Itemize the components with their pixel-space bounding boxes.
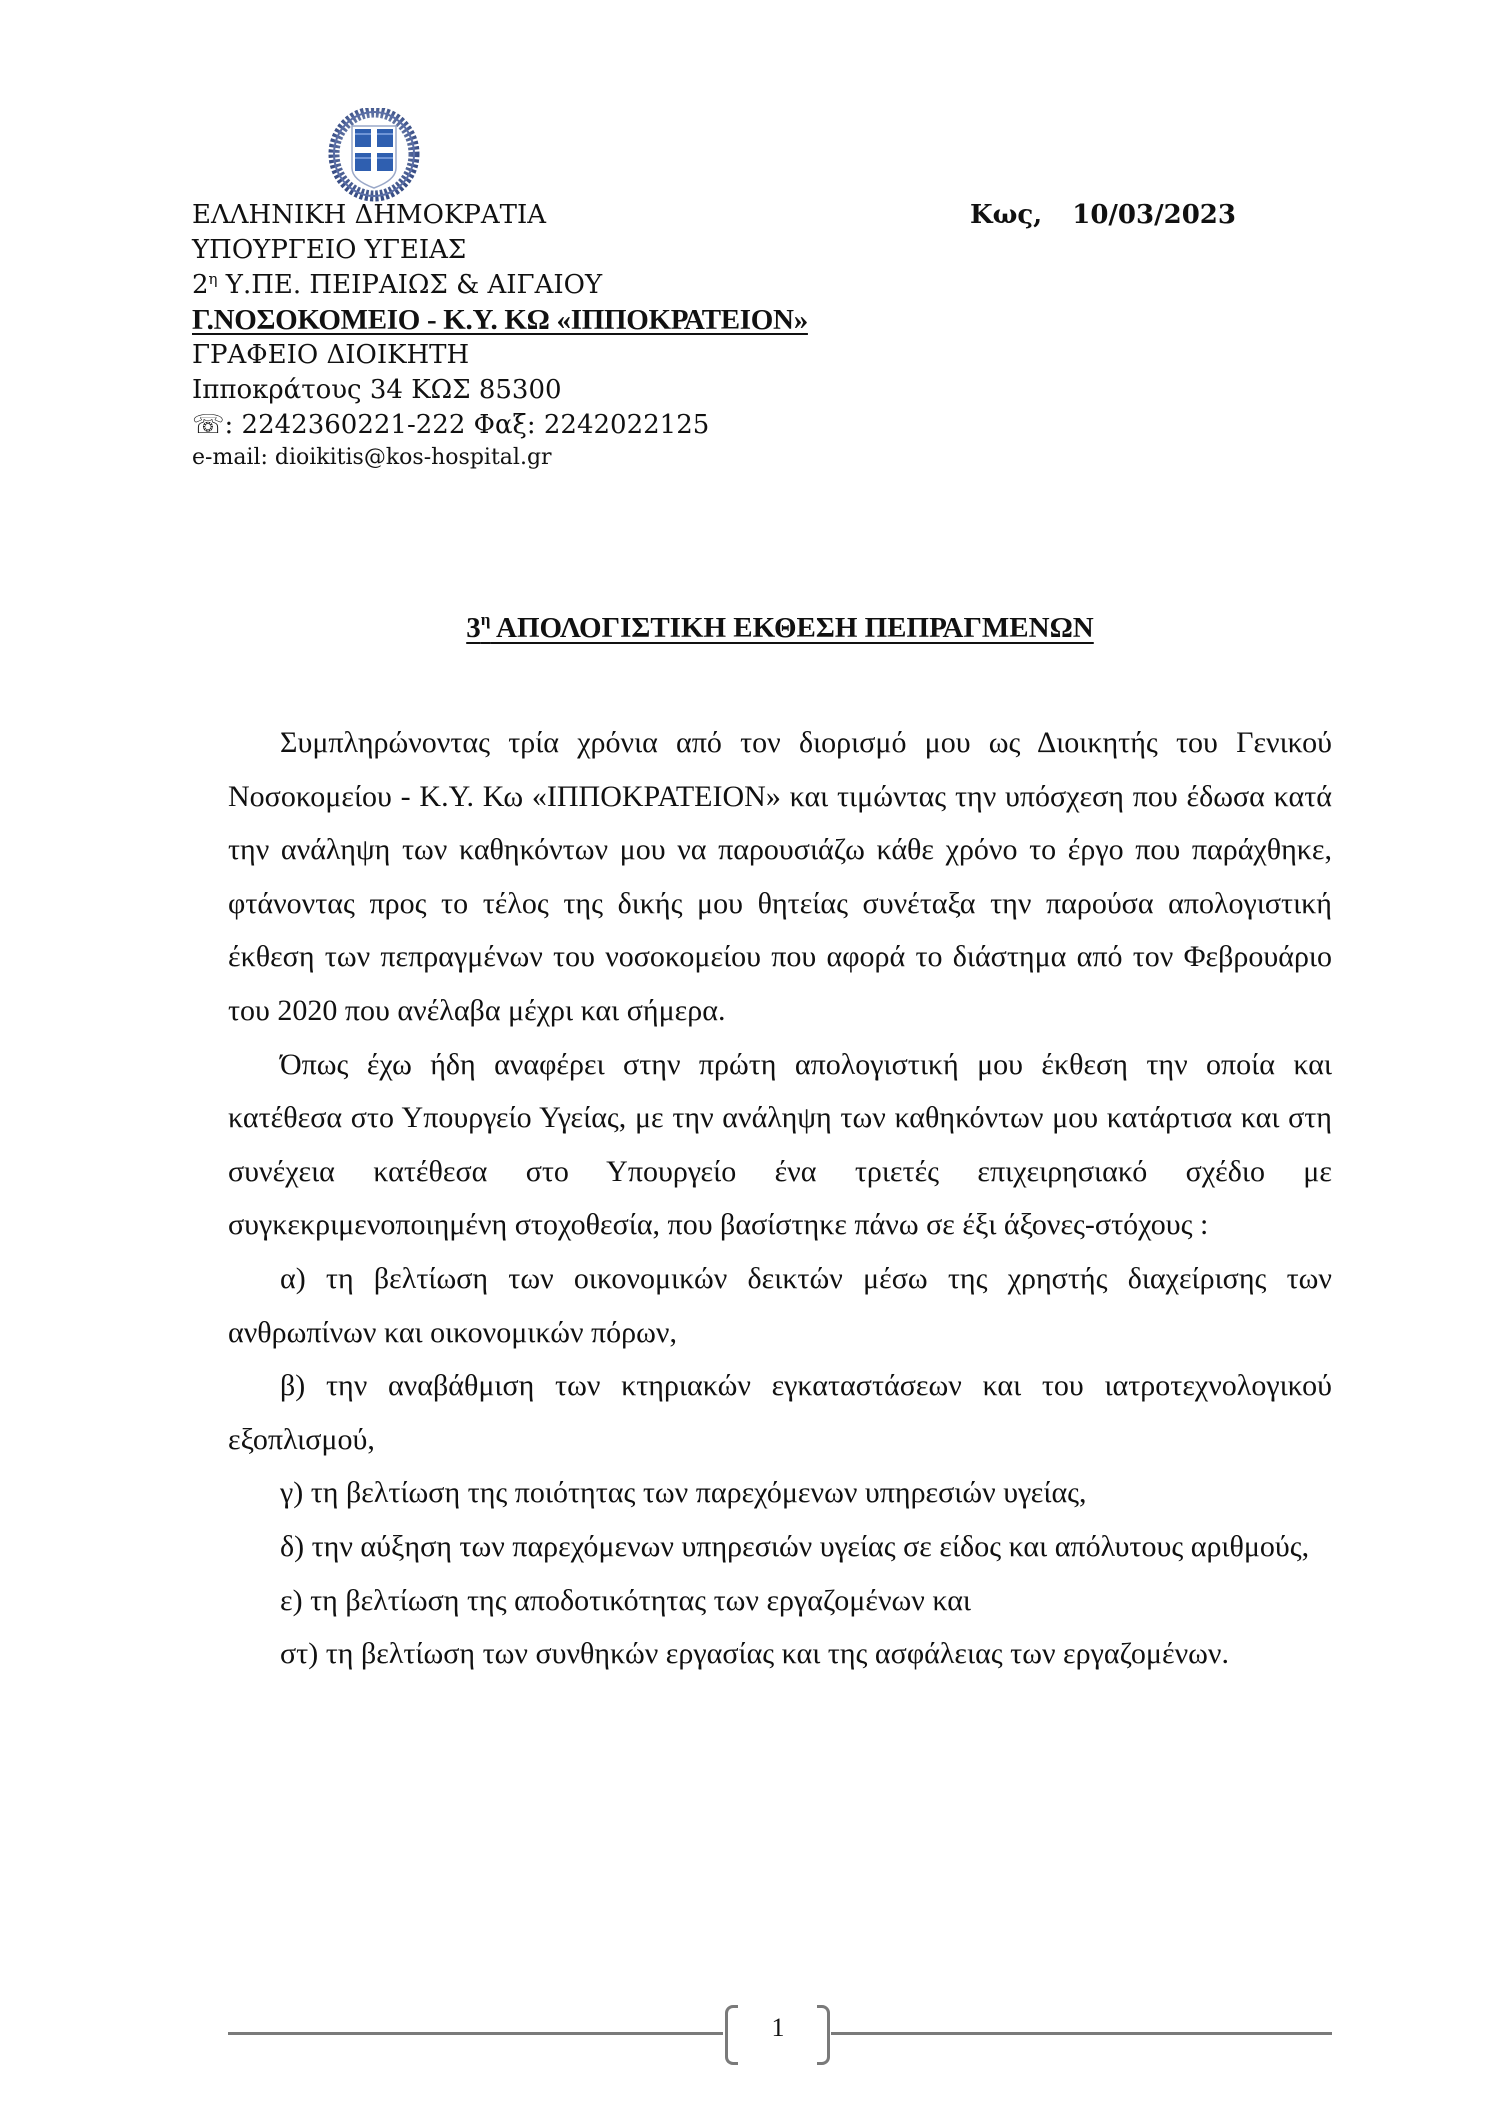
place-and-date [970, 198, 1236, 233]
greek-coat-of-arms-icon [326, 108, 422, 204]
goal-item-b: β) την αναβάθμιση των κτηριακών εγκαταστάσεων και του ιατροτεχνολογικού εξοπλισμού, [228, 1369, 1332, 1456]
footer-brace-right [817, 2005, 830, 2065]
letterhead-email: e-mail: dioikitis@kos-hospital.gr [192, 445, 552, 470]
letterhead-ministry: ΥΠΟΥΡΓΕΙΟ ΥΓΕΙΑΣ [192, 235, 467, 265]
goal-item-a: α) τη βελτίωση των οικονομικών δεικτών μέσω της χρηστής διαχείρισης των ανθρωπίνων και οικονομικών πόρων, [228, 1261, 1332, 1349]
document-body [228, 716, 1332, 1681]
page-footer [228, 1995, 1332, 2055]
goal-item-d: δ) την αύξηση των παρεχόμενων υπηρεσιών υγείας σε είδος και απόλυτους αριθμούς, [280, 1529, 1310, 1563]
letterhead-address: Ιπποκράτους 34 ΚΩΣ 85300 [192, 375, 562, 405]
telephone-icon: ☏ [192, 410, 225, 440]
date: 10/03/2023 [1072, 200, 1236, 230]
letterhead-hospital-name: Γ.ΝΟΣΟΚΟΜΕΙΟ - Κ.Υ. ΚΩ «ΙΠΠΟΚΡΑΤΕΙΟΝ» [192, 304, 808, 336]
footer-rule-right [831, 2032, 1332, 2035]
paragraph-intro: Συμπληρώνοντας τρία χρόνια από τον διορισμό μου ως Διοικητής του Γενικού Νοσοκομείου - Κ.Υ. Κω «ΙΠΠΟΚΡΑΤΕΙΟΝ» και τιμώντας την υπόσχεση που έδωσα κατά την ανάληψη των καθηκόντων μου να παρουσιάζω κάθε χρόνο το έργο που παράχθηκε, φτάνοντας προς το τέλος της δικής μου θητείας συνέταξα την παρούσα απολογιστική έκθεση των πεπραγμένων του νοσοκομείου που αφορά το διάστημα από τον Φεβρουάριο του 2020 που ανέλαβα μέχρι και σήμερα. [228, 726, 1332, 1027]
letterhead-country: ΕΛΛΗΝΙΚΗ ΔΗΜΟΚΡΑΤΙΑ [192, 200, 547, 230]
paragraph-plan: Όπως έχω ήδη αναφέρει στην πρώτη απολογιστική μου έκθεση την οποία και κατέθεσα στο Υπουργείο Υγείας, με την ανάληψη των καθηκόντων μου κατάρτισα και στη συνέχεια κατέθεσα στο Υπουργείο ένα τριετές επιχειρησιακό σχέδιο με συγκεκριμενοποιημένη στοχοθεσία, που βασίστηκε πάνω σε έξι άξονες-στόχους : [228, 1047, 1332, 1242]
letterhead-phone: ☏: 2242360221-222 Φαξ: 2242022125 [192, 410, 710, 440]
letterhead-office: ΓΡΑΦΕΙΟ ΔΙΟΙΚΗΤΗ [192, 340, 470, 370]
letterhead [192, 198, 808, 473]
footer-rule-left [228, 2032, 723, 2035]
letterhead-health-region: $2^\eta$ Υ.ΠΕ. ΠΕΙΡΑΙΩΣ & ΑΙΓΑΙΟΥ [192, 270, 603, 300]
goal-item-f: στ) τη βελτίωση των συνθηκών εργασίας και της ασφάλειας των εργαζομένων. [280, 1637, 1229, 1671]
document-title: $3^\eta$ ΑΠΟΛΟΓΙΣΤΙΚΗ ΕΚΘΕΣΗ ΠΕΠΡΑΓΜΕΝΩΝ [466, 610, 1094, 644]
place: Κως, [970, 200, 1043, 230]
goal-item-e: ε) τη βελτίωση της αποδοτικότητας των εργαζομένων και [280, 1583, 971, 1617]
goal-item-c: γ) τη βελτίωση της ποιότητας των παρεχόμενων υπηρεσιών υγείας, [280, 1476, 1087, 1510]
page-number: 1 [771, 2013, 785, 2042]
